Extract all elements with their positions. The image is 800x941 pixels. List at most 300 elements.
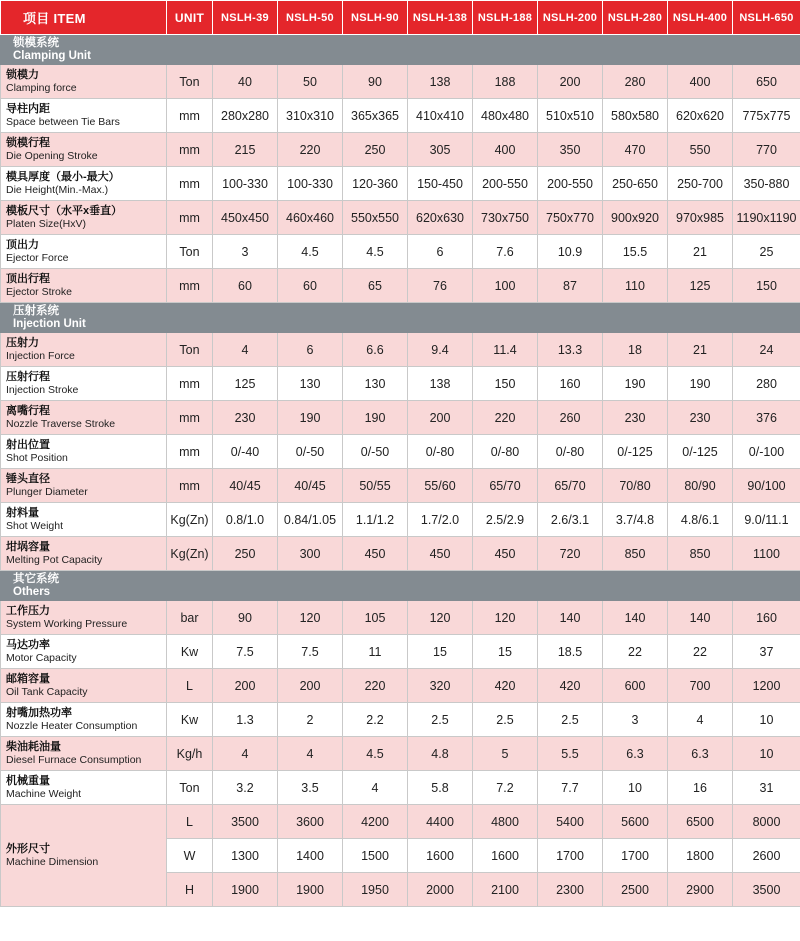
row-label-en: Clamping force — [6, 81, 77, 94]
row-unit: Ton — [167, 333, 213, 367]
value-cell: 4.5 — [343, 235, 408, 269]
value-cell: 400 — [473, 133, 538, 167]
value-cell: 2.6/3.1 — [538, 503, 603, 537]
header-model: NSLH-188 — [473, 1, 538, 35]
value-cell: 0/-50 — [343, 435, 408, 469]
row-label-cn: 机械重量 — [6, 774, 50, 787]
value-cell: 5400 — [538, 805, 603, 839]
value-cell: 350-880 — [733, 167, 800, 201]
row-unit: H — [167, 873, 213, 907]
value-cell: 1300 — [213, 839, 278, 873]
value-cell: 22 — [668, 635, 733, 669]
dimension-label — [1, 805, 167, 907]
value-cell: 420 — [473, 669, 538, 703]
table-row — [1, 401, 800, 435]
header-model: NSLH-90 — [343, 1, 408, 35]
row-label-cn: 压射行程 — [6, 370, 50, 383]
value-cell: 150 — [733, 269, 800, 303]
value-cell: 6 — [278, 333, 343, 367]
value-cell: 850 — [603, 537, 668, 571]
table-row — [1, 805, 800, 839]
row-unit: Kw — [167, 635, 213, 669]
header-item: 项目 ITEM — [1, 1, 167, 35]
table-row — [1, 601, 800, 635]
value-cell: 4 — [213, 737, 278, 771]
value-cell: 150 — [473, 367, 538, 401]
value-cell: 0/-50 — [278, 435, 343, 469]
value-cell: 750x770 — [538, 201, 603, 235]
value-cell: 0/-80 — [538, 435, 603, 469]
section-header — [1, 571, 800, 601]
row-label-cn: 射料量 — [6, 506, 39, 519]
value-cell: 188 — [473, 65, 538, 99]
value-cell: 60 — [278, 269, 343, 303]
row-label — [1, 235, 167, 269]
value-cell: 6.3 — [668, 737, 733, 771]
row-unit: mm — [167, 469, 213, 503]
value-cell: 70/80 — [603, 469, 668, 503]
value-cell: 230 — [668, 401, 733, 435]
row-label-cn: 锁模行程 — [6, 136, 50, 149]
value-cell: 2.5 — [538, 703, 603, 737]
row-unit: mm — [167, 435, 213, 469]
value-cell: 90/100 — [733, 469, 800, 503]
value-cell: 40/45 — [278, 469, 343, 503]
row-label-en: Oil Tank Capacity — [6, 685, 88, 698]
value-cell: 1190x1190 — [733, 201, 800, 235]
row-label — [1, 669, 167, 703]
table-header — [1, 1, 800, 35]
value-cell: 3 — [213, 235, 278, 269]
row-label — [1, 771, 167, 805]
value-cell: 460x460 — [278, 201, 343, 235]
row-unit: mm — [167, 201, 213, 235]
value-cell: 220 — [278, 133, 343, 167]
value-cell: 770 — [733, 133, 800, 167]
row-label — [1, 133, 167, 167]
row-label-cn: 导柱内距 — [6, 102, 50, 115]
row-label-en: Shot Position — [6, 451, 68, 464]
row-label-en: Injection Stroke — [6, 383, 79, 396]
row-label-en: Space between Tie Bars — [6, 115, 120, 128]
value-cell: 305 — [408, 133, 473, 167]
value-cell: 220 — [473, 401, 538, 435]
row-label — [1, 737, 167, 771]
value-cell: 0/-40 — [213, 435, 278, 469]
value-cell: 60 — [213, 269, 278, 303]
row-unit: Ton — [167, 65, 213, 99]
table-row — [1, 235, 800, 269]
value-cell: 18.5 — [538, 635, 603, 669]
value-cell: 65 — [343, 269, 408, 303]
value-cell: 4200 — [343, 805, 408, 839]
value-cell: 1.1/1.2 — [343, 503, 408, 537]
value-cell: 3.7/4.8 — [603, 503, 668, 537]
value-cell: 100-330 — [213, 167, 278, 201]
table-row — [1, 65, 800, 99]
value-cell: 76 — [408, 269, 473, 303]
row-label — [1, 601, 167, 635]
value-cell: 215 — [213, 133, 278, 167]
value-cell: 125 — [668, 269, 733, 303]
value-cell: 376 — [733, 401, 800, 435]
table-row — [1, 367, 800, 401]
value-cell: 31 — [733, 771, 800, 805]
value-cell: 1100 — [733, 537, 800, 571]
value-cell: 4400 — [408, 805, 473, 839]
value-cell: 1400 — [278, 839, 343, 873]
value-cell: 0/-80 — [473, 435, 538, 469]
row-label-en: Injection Force — [6, 349, 75, 362]
table-row — [1, 469, 800, 503]
table-row — [1, 537, 800, 571]
header-model: NSLH-650 — [733, 1, 800, 35]
value-cell: 11.4 — [473, 333, 538, 367]
value-cell: 300 — [278, 537, 343, 571]
row-label-cn: 锤头直径 — [6, 472, 50, 485]
row-unit: mm — [167, 99, 213, 133]
value-cell: 10 — [733, 737, 800, 771]
value-cell: 9.0/11.1 — [733, 503, 800, 537]
value-cell: 80/90 — [668, 469, 733, 503]
row-label-cn: 顶出力 — [6, 238, 39, 251]
value-cell: 2000 — [408, 873, 473, 907]
value-cell: 220 — [343, 669, 408, 703]
value-cell: 5 — [473, 737, 538, 771]
value-cell: 4800 — [473, 805, 538, 839]
row-label — [1, 167, 167, 201]
value-cell: 4 — [343, 771, 408, 805]
section-title-cn: 其它系统 — [13, 572, 59, 585]
row-unit: Ton — [167, 771, 213, 805]
section-title-en: Injection Unit — [13, 317, 86, 330]
header-model: NSLH-39 — [213, 1, 278, 35]
value-cell: 1.3 — [213, 703, 278, 737]
value-cell: 160 — [733, 601, 800, 635]
value-cell: 10.9 — [538, 235, 603, 269]
row-unit: bar — [167, 601, 213, 635]
value-cell: 11 — [343, 635, 408, 669]
value-cell: 7.5 — [278, 635, 343, 669]
value-cell: 280 — [603, 65, 668, 99]
value-cell: 200 — [408, 401, 473, 435]
value-cell: 50 — [278, 65, 343, 99]
value-cell: 55/60 — [408, 469, 473, 503]
value-cell: 550 — [668, 133, 733, 167]
header-model: NSLH-200 — [538, 1, 603, 35]
value-cell: 3600 — [278, 805, 343, 839]
header-model: NSLH-50 — [278, 1, 343, 35]
value-cell: 200 — [213, 669, 278, 703]
section-title-en: Clamping Unit — [13, 49, 91, 62]
value-cell: 190 — [343, 401, 408, 435]
value-cell: 40/45 — [213, 469, 278, 503]
value-cell: 480x480 — [473, 99, 538, 133]
value-cell: 650 — [733, 65, 800, 99]
value-cell: 120-360 — [343, 167, 408, 201]
section-header — [1, 35, 800, 65]
value-cell: 6 — [408, 235, 473, 269]
value-cell: 15 — [408, 635, 473, 669]
value-cell: 450x450 — [213, 201, 278, 235]
value-cell: 730x750 — [473, 201, 538, 235]
value-cell: 2.5 — [408, 703, 473, 737]
value-cell: 25 — [733, 235, 800, 269]
row-label-en: Machine Weight — [6, 787, 82, 800]
value-cell: 105 — [343, 601, 408, 635]
row-unit: mm — [167, 367, 213, 401]
value-cell: 6500 — [668, 805, 733, 839]
value-cell: 320 — [408, 669, 473, 703]
row-label-en: Motor Capacity — [6, 651, 77, 664]
row-unit: Kw — [167, 703, 213, 737]
value-cell: 110 — [603, 269, 668, 303]
row-label-cn: 模具厚度（最小-最大） — [6, 170, 120, 183]
value-cell: 0/-125 — [668, 435, 733, 469]
value-cell: 3 — [603, 703, 668, 737]
row-label — [1, 201, 167, 235]
value-cell: 2900 — [668, 873, 733, 907]
value-cell: 4.8 — [408, 737, 473, 771]
row-unit: Kg(Zn) — [167, 503, 213, 537]
value-cell: 120 — [408, 601, 473, 635]
row-unit: L — [167, 669, 213, 703]
value-cell: 5.8 — [408, 771, 473, 805]
row-label — [1, 469, 167, 503]
value-cell: 37 — [733, 635, 800, 669]
value-cell: 250 — [213, 537, 278, 571]
value-cell: 470 — [603, 133, 668, 167]
value-cell: 900x920 — [603, 201, 668, 235]
value-cell: 7.6 — [473, 235, 538, 269]
header-row — [1, 1, 800, 35]
value-cell: 2500 — [603, 873, 668, 907]
value-cell: 775x775 — [733, 99, 800, 133]
value-cell: 125 — [213, 367, 278, 401]
value-cell: 0.8/1.0 — [213, 503, 278, 537]
value-cell: 250-700 — [668, 167, 733, 201]
value-cell: 40 — [213, 65, 278, 99]
row-unit: mm — [167, 401, 213, 435]
value-cell: 6.3 — [603, 737, 668, 771]
row-unit: Kg(Zn) — [167, 537, 213, 571]
value-cell: 3500 — [733, 873, 800, 907]
value-cell: 65/70 — [473, 469, 538, 503]
value-cell: 1600 — [473, 839, 538, 873]
value-cell: 3500 — [213, 805, 278, 839]
value-cell: 100-330 — [278, 167, 343, 201]
value-cell: 600 — [603, 669, 668, 703]
value-cell: 190 — [668, 367, 733, 401]
value-cell: 720 — [538, 537, 603, 571]
value-cell: 700 — [668, 669, 733, 703]
table-row — [1, 669, 800, 703]
row-label — [1, 635, 167, 669]
value-cell: 24 — [733, 333, 800, 367]
table-row — [1, 503, 800, 537]
value-cell: 230 — [213, 401, 278, 435]
row-unit: mm — [167, 167, 213, 201]
value-cell: 2.5/2.9 — [473, 503, 538, 537]
value-cell: 9.4 — [408, 333, 473, 367]
row-unit: L — [167, 805, 213, 839]
value-cell: 190 — [278, 401, 343, 435]
value-cell: 450 — [473, 537, 538, 571]
row-unit: W — [167, 839, 213, 873]
value-cell: 190 — [603, 367, 668, 401]
value-cell: 138 — [408, 65, 473, 99]
value-cell: 250-650 — [603, 167, 668, 201]
row-label — [1, 703, 167, 737]
row-label-en: Ejector Stroke — [6, 285, 72, 298]
table-row — [1, 435, 800, 469]
row-label-en: Melting Pot Capacity — [6, 553, 103, 566]
value-cell: 13.3 — [538, 333, 603, 367]
row-label-en: Die Opening Stroke — [6, 149, 98, 162]
value-cell: 1600 — [408, 839, 473, 873]
value-cell: 1900 — [278, 873, 343, 907]
value-cell: 15 — [473, 635, 538, 669]
row-label-cn: 柴油耗油量 — [6, 740, 61, 753]
dimension-label-cn: 外形尺寸 — [6, 842, 50, 855]
value-cell: 2.5 — [473, 703, 538, 737]
value-cell: 87 — [538, 269, 603, 303]
value-cell: 620x620 — [668, 99, 733, 133]
value-cell: 970x985 — [668, 201, 733, 235]
row-unit: mm — [167, 269, 213, 303]
value-cell: 21 — [668, 235, 733, 269]
table-row — [1, 269, 800, 303]
value-cell: 130 — [343, 367, 408, 401]
value-cell: 90 — [343, 65, 408, 99]
section-title — [1, 571, 800, 601]
value-cell: 1950 — [343, 873, 408, 907]
value-cell: 2300 — [538, 873, 603, 907]
row-label — [1, 333, 167, 367]
row-label-cn: 工作压力 — [6, 604, 50, 617]
value-cell: 0/-80 — [408, 435, 473, 469]
value-cell: 130 — [278, 367, 343, 401]
row-label-en: Diesel Furnace Consumption — [6, 753, 142, 766]
row-label-cn: 射出位置 — [6, 438, 50, 451]
table-body — [1, 35, 800, 907]
value-cell: 90 — [213, 601, 278, 635]
row-label-cn: 压射力 — [6, 336, 39, 349]
value-cell: 850 — [668, 537, 733, 571]
row-label — [1, 367, 167, 401]
row-label-cn: 马达功率 — [6, 638, 50, 651]
value-cell: 1700 — [538, 839, 603, 873]
value-cell: 15.5 — [603, 235, 668, 269]
table-row — [1, 99, 800, 133]
row-label-en: Ejector Force — [6, 251, 69, 264]
table-row — [1, 771, 800, 805]
value-cell: 1900 — [213, 873, 278, 907]
value-cell: 2.2 — [343, 703, 408, 737]
value-cell: 7.5 — [213, 635, 278, 669]
value-cell: 510x510 — [538, 99, 603, 133]
value-cell: 4 — [278, 737, 343, 771]
table-row — [1, 737, 800, 771]
value-cell: 140 — [538, 601, 603, 635]
value-cell: 140 — [668, 601, 733, 635]
value-cell: 410x410 — [408, 99, 473, 133]
value-cell: 5600 — [603, 805, 668, 839]
value-cell: 400 — [668, 65, 733, 99]
value-cell: 16 — [668, 771, 733, 805]
section-title-cn: 压射系统 — [13, 304, 59, 317]
value-cell: 10 — [603, 771, 668, 805]
value-cell: 280x280 — [213, 99, 278, 133]
value-cell: 0/-100 — [733, 435, 800, 469]
table-row — [1, 201, 800, 235]
header-model: NSLH-138 — [408, 1, 473, 35]
value-cell: 350 — [538, 133, 603, 167]
value-cell: 230 — [603, 401, 668, 435]
row-label-en: Plunger Diameter — [6, 485, 88, 498]
value-cell: 200-550 — [473, 167, 538, 201]
section-title-cn: 锁模系统 — [13, 36, 59, 49]
value-cell: 138 — [408, 367, 473, 401]
value-cell: 250 — [343, 133, 408, 167]
value-cell: 4 — [213, 333, 278, 367]
value-cell: 200 — [538, 65, 603, 99]
row-label-en: Nozzle Heater Consumption — [6, 719, 138, 732]
value-cell: 100 — [473, 269, 538, 303]
table-row — [1, 635, 800, 669]
value-cell: 65/70 — [538, 469, 603, 503]
value-cell: 4 — [668, 703, 733, 737]
value-cell: 8000 — [733, 805, 800, 839]
row-label-cn: 模板尺寸（水平x垂直） — [6, 204, 123, 217]
table-row — [1, 167, 800, 201]
row-label-cn: 坩埚容量 — [6, 540, 50, 553]
row-label — [1, 99, 167, 133]
value-cell: 420 — [538, 669, 603, 703]
value-cell: 2600 — [733, 839, 800, 873]
value-cell: 280 — [733, 367, 800, 401]
value-cell: 4.5 — [343, 737, 408, 771]
value-cell: 550x550 — [343, 201, 408, 235]
value-cell: 10 — [733, 703, 800, 737]
value-cell: 260 — [538, 401, 603, 435]
value-cell: 1200 — [733, 669, 800, 703]
value-cell: 200-550 — [538, 167, 603, 201]
row-label — [1, 503, 167, 537]
value-cell: 7.2 — [473, 771, 538, 805]
value-cell: 2 — [278, 703, 343, 737]
value-cell: 120 — [278, 601, 343, 635]
value-cell: 160 — [538, 367, 603, 401]
value-cell: 7.7 — [538, 771, 603, 805]
row-label-en: Platen Size(HxV) — [6, 217, 86, 230]
value-cell: 22 — [603, 635, 668, 669]
section-header — [1, 303, 800, 333]
table-row — [1, 333, 800, 367]
row-unit: mm — [167, 133, 213, 167]
value-cell: 1700 — [603, 839, 668, 873]
value-cell: 3.2 — [213, 771, 278, 805]
row-label — [1, 401, 167, 435]
row-label-cn: 锁模力 — [6, 68, 39, 81]
value-cell: 1500 — [343, 839, 408, 873]
value-cell: 365x365 — [343, 99, 408, 133]
row-label — [1, 537, 167, 571]
row-unit: Ton — [167, 235, 213, 269]
row-label — [1, 269, 167, 303]
value-cell: 18 — [603, 333, 668, 367]
row-label-cn: 射嘴加热功率 — [6, 706, 72, 719]
